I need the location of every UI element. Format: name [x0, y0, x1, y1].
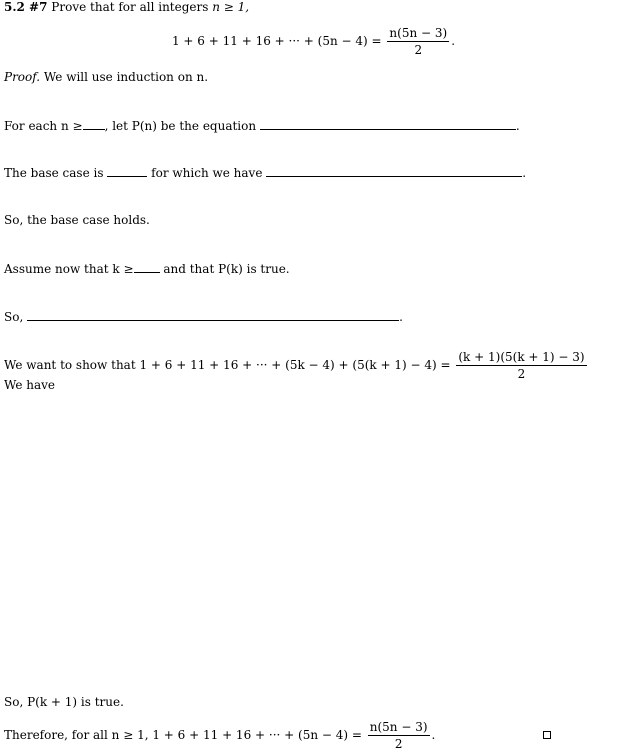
main-equation-lhs: 1 + 6 + 11 + 16 + ··· + (5n − 4) = — [171, 34, 382, 48]
main-equation-denominator: 2 — [414, 43, 423, 57]
want-show — [4, 350, 589, 381]
step-so — [4, 309, 403, 324]
step-assume-suffix: and that P(k) is true. — [163, 262, 290, 276]
want-show-fraction — [456, 350, 586, 381]
problem-number: 5.2 #7 — [4, 0, 48, 14]
base-holds: So, the base case holds. — [4, 213, 150, 227]
step-define-middle: , let P(n) be the equation — [104, 119, 257, 133]
therefore-prefix: Therefore, for all n ≥ 1, 1 + 6 + 11 + 16 + ··· + (5n − 4) = — [4, 728, 362, 742]
therefore-denominator: 2 — [394, 737, 403, 751]
step-base-middle: for which we have — [151, 166, 263, 180]
step-base-suffix: . — [522, 166, 527, 180]
want-show-numerator: (k + 1)(5(k + 1) − 3) — [458, 350, 585, 364]
work-area[interactable] — [4, 396, 614, 686]
step-assume — [4, 261, 290, 276]
problem-prompt: Prove that for all integers — [51, 0, 213, 14]
proof-label: Proof. — [4, 70, 41, 84]
problem-condition: n ≥ 1, — [212, 0, 250, 14]
conclusion-pk1: So, P(k + 1) is true. — [4, 695, 124, 709]
main-equation-fraction — [387, 26, 449, 57]
therefore — [4, 720, 435, 751]
step-define — [4, 118, 520, 133]
step-base-prefix: The base case is — [4, 166, 104, 180]
want-show-denominator: 2 — [517, 367, 526, 381]
proof-intro-text: We will use induction on n. — [43, 70, 209, 84]
want-show-prefix: We want to show that 1 + 6 + 11 + 16 + ··· + (5k − 4) + (5(k + 1) − 4) = — [4, 358, 451, 372]
main-equation-numerator: n(5n − 3) — [389, 26, 448, 40]
inductive-hypothesis-blank[interactable] — [27, 309, 399, 321]
therefore-tail: . — [431, 728, 436, 742]
base-case-equation-blank[interactable] — [266, 165, 522, 177]
base-case-blank[interactable] — [107, 165, 147, 177]
qed-box-icon — [543, 731, 551, 739]
step-so-suffix: . — [399, 310, 403, 324]
step-define-prefix: For each n ≥ — [4, 119, 83, 133]
therefore-numerator: n(5n − 3) — [369, 720, 428, 734]
equation-blank[interactable] — [260, 118, 516, 130]
therefore-fraction — [368, 720, 430, 751]
n-start-blank[interactable] — [83, 118, 105, 130]
proof-intro — [4, 70, 208, 84]
main-equation-tail: . — [451, 34, 456, 48]
main-equation — [0, 26, 627, 57]
problem-statement — [4, 0, 249, 14]
step-base — [4, 165, 526, 180]
k-start-blank[interactable] — [134, 261, 160, 273]
step-define-suffix: . — [515, 119, 520, 133]
we-have: We have — [4, 378, 56, 392]
step-assume-prefix: Assume now that k ≥ — [4, 262, 134, 276]
step-so-prefix: So, — [4, 310, 24, 324]
